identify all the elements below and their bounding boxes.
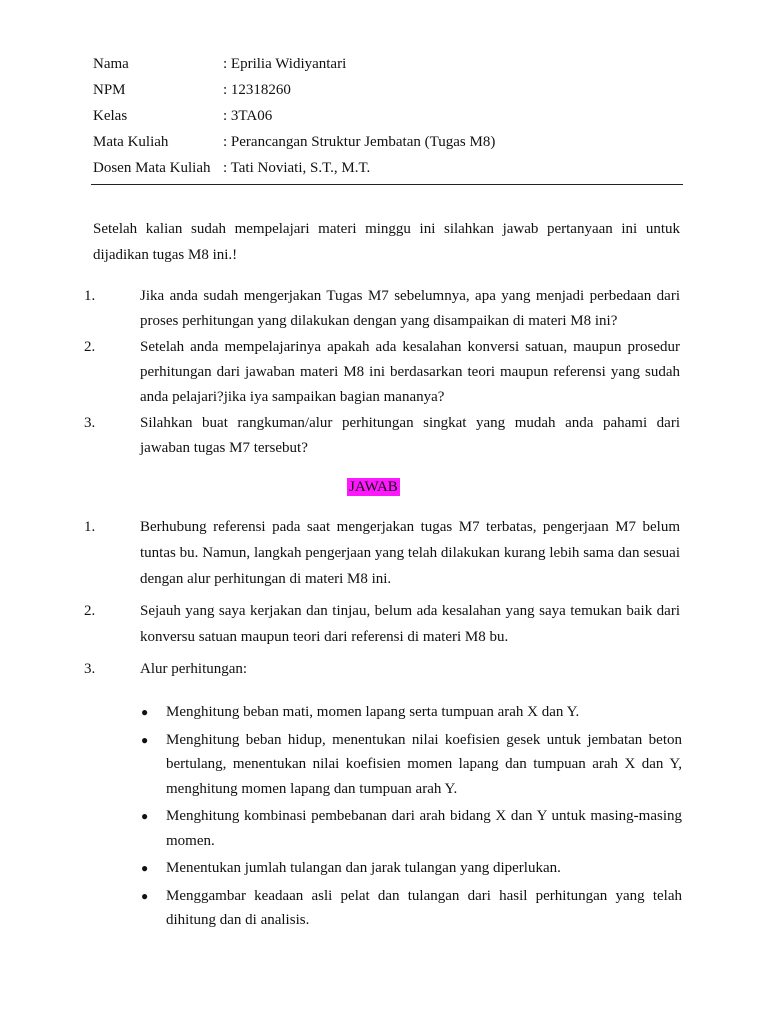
info-row-nama (93, 53, 688, 79)
info-row-mata-kuliah (93, 131, 688, 157)
question-text: Jika anda sudah mengerjakan Tugas M7 sebelumnya, apa yang menjadi perbedaan dari proses perhitungan yang dilakukan dengan yang disampaikan di materi M8 ini? (140, 288, 680, 329)
info-label: Nama (93, 56, 129, 72)
info-value: : Perancangan Struktur Jembatan (Tugas M8) (223, 134, 496, 150)
header-divider (91, 184, 683, 185)
answer-number: 2. (84, 603, 96, 619)
info-value: : Tati Noviati, S.T., M.T. (223, 160, 371, 176)
question-list (80, 284, 680, 462)
jawab-heading: JAWAB (349, 479, 398, 495)
question-text: Setelah anda mempelajarinya apakah ada kesalahan konversi satuan, maupun prosedur perhitungan dari jawaban materi M8 ini berdasarkan teori maupun referensi yang sudah anda pelajari?jika iya sampaikan bagian mananya? (140, 339, 680, 405)
answer-text: Alur perhitungan: (140, 661, 248, 677)
intro-paragraph: Setelah kalian sudah mempelajari materi minggu ini silahkan jawab pertanyaan ini untuk dijadikan tugas M8 ini.! (93, 221, 680, 263)
info-row-dosen (93, 157, 688, 183)
calculation-steps-list (138, 700, 682, 936)
step-text: Menghitung beban mati, momen lapang serta tumpuan arah X dan Y. (166, 704, 580, 720)
info-label: Dosen Mata Kuliah (93, 160, 211, 176)
question-number: 2. (84, 339, 96, 355)
question-number: 1. (84, 288, 96, 304)
question-item (80, 284, 680, 334)
step-text: Menentukan jumlah tulangan dan jarak tulangan yang diperlukan. (166, 860, 561, 876)
info-label: Kelas (93, 108, 128, 124)
info-value: : 3TA06 (223, 108, 273, 124)
question-item (80, 411, 680, 461)
step-text: Menghitung kombinasi pembebanan dari arah bidang X dan Y untuk masing-masing momen. (166, 808, 682, 849)
info-value: : Eprilia Widiyantari (223, 56, 347, 72)
step-item (138, 884, 682, 933)
bullet-icon: ● (141, 861, 149, 875)
step-item (138, 728, 682, 802)
step-item (138, 700, 682, 725)
bullet-icon: ● (141, 888, 149, 903)
info-value: : 12318260 (223, 82, 291, 98)
answer-number: 1. (84, 519, 96, 535)
bullet-icon: ● (141, 705, 149, 719)
step-item (138, 804, 682, 853)
step-text: Menghitung beban hidup, menentukan nilai koefisien gesek untuk jembatan beton bertulang, menentukan nilai koefisien momen lapang dan tumpuan arah X dan Y, menghitung momen lapang dan tumpuan arah Y. (166, 731, 682, 797)
question-number: 3. (84, 415, 96, 431)
info-label: NPM (93, 82, 126, 98)
answer-item (80, 514, 680, 592)
step-text: Menggambar keadaan asli pelat dan tulangan dari hasil perhitungan yang telah dihitung dan di analisis. (166, 887, 682, 928)
bullet-icon: ● (141, 809, 149, 823)
bullet-icon: ● (141, 732, 149, 747)
answer-text: Berhubung referensi pada saat mengerjakan tugas M7 terbatas, pengerjaan M7 belum tuntas bu. Namun, langkah pengerjaan yang telah dilakukan kurang lebih sama dan sesuai dengan alur perhitungan di materi M8 ini. (140, 519, 680, 587)
step-item (138, 856, 682, 881)
answer-number: 3. (84, 661, 96, 677)
question-text: Silahkan buat rangkuman/alur perhitungan singkat yang mudah anda pahami dari jawaban tugas M7 tersebut? (140, 415, 680, 456)
question-item (80, 335, 680, 410)
info-row-npm (93, 79, 688, 105)
answer-item (80, 598, 680, 650)
answer-item (80, 656, 680, 682)
info-row-kelas (93, 105, 688, 131)
student-info-block (93, 53, 688, 183)
info-label: Mata Kuliah (93, 134, 169, 150)
answer-list (80, 514, 680, 688)
answer-text: Sejauh yang saya kerjakan dan tinjau, belum ada kesalahan yang saya temukan baik dari konversu satuan maupun teori dari referensi di materi M8 bu. (140, 603, 680, 645)
